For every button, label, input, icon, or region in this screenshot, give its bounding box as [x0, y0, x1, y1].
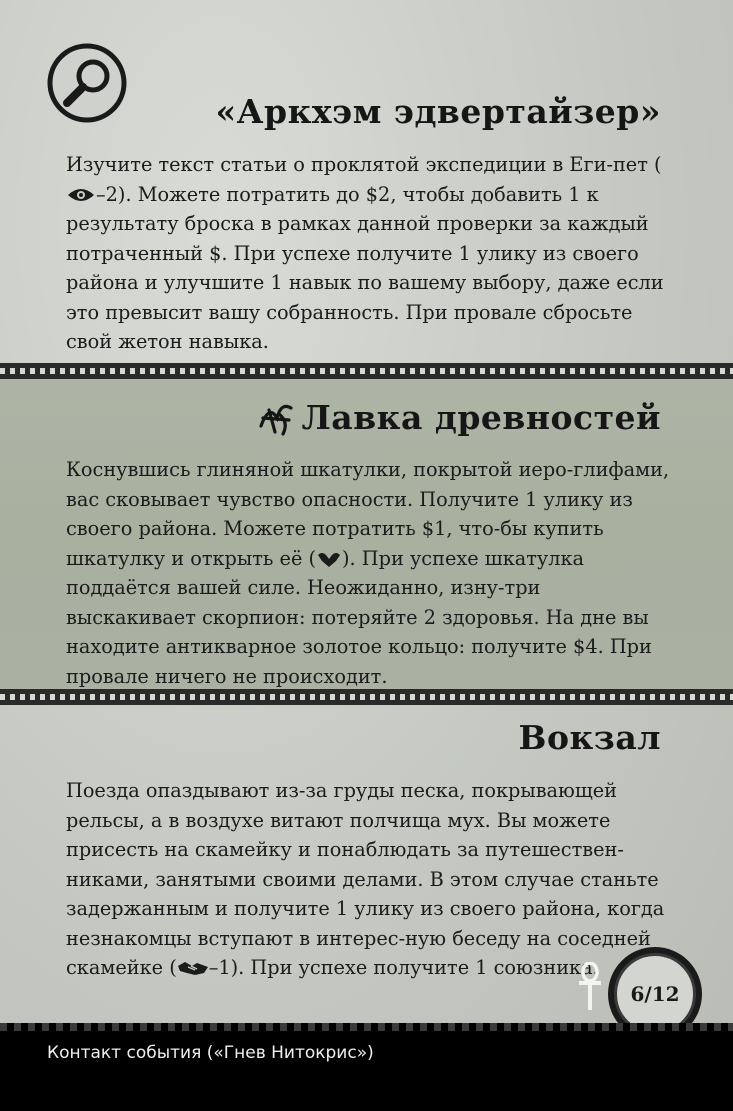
- section-body: Коснувшись глиняной шкатулки, покрытой иеро-глифами, вас сковывает чувство опасности. Получите 1 улику из своего района. Можете потратить $1, что-бы купить шкатулку и открыть её ( ). При успехе шкатулка поддаётся вашей силе. Неожиданно, изну-три выскакивает скорпион: потеряйте 2 здоровья. На дне вы находите антикварное золотое кольцо: получите $4. При провале ничего не происходит.: [66, 458, 670, 688]
- eye-lore-icon: [66, 185, 96, 205]
- section-title: Лавка древностей: [301, 398, 661, 437]
- elder-sign-glyph-icon: [255, 396, 299, 440]
- magnifying-glass-icon: [47, 43, 127, 123]
- ankh-icon: [577, 962, 603, 1012]
- film-strip-divider: [0, 363, 733, 379]
- footer-bar: [0, 1023, 733, 1111]
- strength-arm-icon: [316, 549, 342, 569]
- film-strip-divider: [0, 689, 733, 705]
- section-title: «Аркхэм эдвертайзер»: [215, 92, 661, 131]
- section-body: Поезда опаздывают из-за груды песка, покрывающей рельсы, а в воздухе витают полчища мух. Вы можете присесть на скамейку и понаблюдать за путешествен-никами, занятыми своими делами. В этом случае станьте задержанным и получите 1 улику из своего района, когда незнакомцы вступают в интерес-ную беседу на соседней скамейке ( –1). При успехе получите 1 союзника.: [66, 779, 665, 979]
- card-number: 6/12: [630, 982, 680, 1006]
- footer-label: Контакт события («Гнев Нитокрис»): [47, 1043, 374, 1063]
- section-title: Вокзал: [518, 718, 661, 757]
- section-body: Изучите текст статьи о проклятой экспедиции в Еги-пет (–2). Можете потратить до $2, чтобы добавить 1 к результату броска в рамках данной проверки за каждый потраченный $. При успехе получите 1 улику из своего района и улучшите 1 навык по вашему выбору, даже если это превысит вашу собранность. При провале сбросьте свой жетон навыка.: [66, 153, 664, 353]
- handshake-influence-icon: [177, 958, 209, 978]
